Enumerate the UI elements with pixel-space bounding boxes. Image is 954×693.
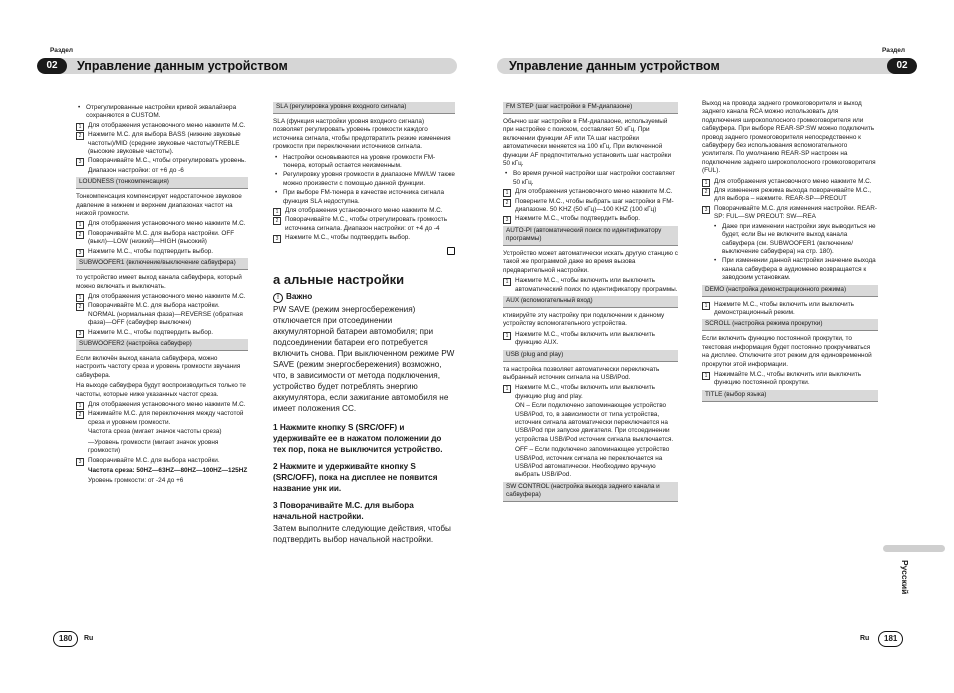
step-item: 2 Поворачивайте M.C., чтобы отрегулировать громкость источника сигнала. Диапазон настройки: от +4 до -4	[273, 216, 455, 233]
column-2	[273, 100, 455, 545]
page-number-right: 181	[878, 631, 903, 647]
paragraph: Обычно шаг настройки в FM-диапазоне, используемый при настройке с поиском, составляет 50 кГц. При включении функции AF или TA шаг настройки автоматически меняется на 100 кГц. При включенной функции AF предпочтительно установить шаг настройки 50 кГц.	[503, 118, 672, 168]
list-item: • При изменении данной настройки значение выхода канала сабвуфера в аудиоменю возвращается к заводским установкам.	[712, 257, 878, 282]
column-1	[76, 104, 248, 488]
section-heading-swcontrol: SW CONTROL (настройка выхода заднего канала и сабвуфера)	[503, 482, 678, 502]
initial-settings-heading: а альные настройки	[273, 272, 405, 288]
step-item: 1 Для отображения установочного меню нажмите M.C.	[273, 207, 455, 215]
step-item: 3 Нажмите M.C., чтобы подтвердить выбор.	[503, 215, 678, 223]
column-3	[503, 100, 678, 506]
chapter-title: Управление данным устройством	[509, 59, 720, 73]
language-label: Русский	[900, 560, 910, 595]
step-item: 1 Нажимайте M.C., чтобы включить или выключить функцию постоянной прокрутки.	[702, 371, 878, 388]
list-item: • Отрегулированные настройки кривой эквалайзера сохраняются в CUSTOM.	[76, 104, 248, 121]
paragraph: Если включить функцию постоянной прокрутки, то текстовая информация будет постоянно прокручиваться на дисплее. Отключите этот режим для единовременной прокрутки этой информации.	[702, 335, 872, 368]
section-heading-subwoofer1: SUBWOOFER1 (включение/выключение сабвуфера)	[76, 258, 248, 270]
freq-options: Частота среза: 50HZ—63HZ—80HZ—100HZ—125HZ	[88, 466, 248, 474]
initial-step-2: 2 Нажмите и удерживайте кнопку S (SRC/OFF), пока на дисплее не появится название унк ии.	[273, 461, 438, 493]
range-text: Уровень громкости: от -24 до +6	[88, 477, 184, 485]
section-heading-aux: AUX (вспомогательный вход)	[503, 296, 678, 308]
section-heading-fmstep: FM STEP (шаг настройки в FM-диапазоне)	[503, 102, 678, 114]
page-number-left: 180	[53, 631, 78, 647]
usb-off-text: OFF – Если подключено запоминающее устройство USB/iPod, источник сигнала не переключается на USB/iPod автоматически. Необходимо вручную выбрать USB/iPod.	[515, 446, 670, 479]
section-heading-demo: DEMO (настройка демонстрационного режима)	[702, 285, 878, 297]
step-item: 3 Поворачивайте M.C. для выбора настройки.	[76, 457, 248, 465]
note-text: —Уровень громкости (мигает значок уровня громкости)	[88, 438, 219, 454]
initial-step-1: 1 Нажмите кнопку S (SRC/OFF) и удерживайте ее в нажатом положении до тех пор, пока не выключится устройство.	[273, 422, 443, 454]
usb-on-text: ON – Если подключено запоминающее устройство USB/iPod, то, в зависимости от типа устройства, источник сигнала автоматически переключается на USB/iPod при запуске двигателя. При отсоединении устройства USB/iPod источник сигнала выключается.	[515, 402, 674, 443]
step-item: 3 Поворачивайте M.C., чтобы отрегулировать уровень.	[76, 157, 248, 165]
step-item: 1 Нажмите M.C., чтобы включить или выключить функцию plug and play.	[503, 384, 678, 401]
step-item: 1 Нажмите M.C., чтобы включить или выключить демонстрационный режим.	[702, 301, 878, 318]
important-text: PW SAVE (режим энергосбережения) отключается при отсоединении аккумуляторной батареи автомобиля; при подсоединении батареи его потребуется включить снова. При выключенном режиме PW SAVE (режим энергосбережения) возможно, что, в зависимости от метода подключения, устройство будет потреблять энергию аккумулятора, если зажигание автомобиля не имеет положения СС.	[273, 304, 455, 413]
step-item: 3 Нажмите M.C., чтобы подтвердить выбор.	[76, 248, 248, 256]
paragraph: Тонкомпенсация компенсирует недостаточное звуковое давление в нижнем и верхнем диапазонах частот на низкой громкости.	[76, 193, 242, 218]
important-label: Важно	[286, 291, 313, 301]
initial-step-3: 3 Поворачивайте M.C. для выбора начальной настройки.	[273, 500, 414, 521]
chapter-header-left	[37, 58, 457, 74]
section-heading-title: TITLE (выбор языка)	[702, 390, 878, 402]
section-label: Раздел	[882, 47, 906, 54]
step-item: 1 Нажмите M.C., чтобы включить или выключить автоматический поиск по идентификатору программы.	[503, 277, 678, 294]
step-item: 2 Нажмите M.C. для выбора BASS (нижние звуковые частоты)/MID (средние звуковые частоты)/TREBLE (высокие звуковые частоты).	[76, 131, 248, 156]
chapter-number: 02	[887, 58, 917, 74]
step-item: 2 Поверните M.C., чтобы выбрать шаг настройки в FM-диапазоне. 50 KHZ (50 кГц)—100 KHZ (100 кГц)	[503, 198, 678, 215]
step-item: 1 Для отображения установочного меню нажмите M.C.	[702, 178, 878, 186]
step-item: 1 Для отображения установочного меню нажмите M.C.	[76, 220, 248, 228]
chapter-header-right	[497, 58, 917, 74]
lang-code-right: Ru	[860, 635, 870, 642]
section-label: Раздел	[50, 47, 74, 54]
step-item: 3 Поворачивайте M.C. для изменения настройки. REAR-SP: FUL—SW PREOUT: SW—REA	[702, 205, 878, 222]
section-heading-autopi: AUTO-PI (автоматический поиск по идентификатору программы)	[503, 226, 678, 246]
step-item: 2 Нажимайте M.C. для переключения между частотой среза и уровнем громкости.	[76, 410, 248, 427]
step-item: 1 Нажмите M.C., чтобы включить или выключить функцию AUX.	[503, 331, 678, 348]
step-item: 1 Для отображения установочного меню нажмите M.C.	[76, 293, 248, 301]
paragraph: Устройство может автоматически искать другую станцию с такой же программой даже во время вызова предварительной настройки.	[503, 249, 678, 274]
step-item: 2 Поворачивайте M.C. для выбора настройки. NORMAL (нормальная фаза)—REVERSE (обратная фаза)—OFF (сабвуфер выключен)	[76, 302, 248, 327]
lang-code-left: Ru	[84, 635, 94, 642]
paragraph: На выходе сабвуфера будут воспроизводиться только те частоты, которые ниже указанных частот среза.	[76, 382, 246, 398]
paragraph: Если включён выход канала сабвуфера, можно настроить частоту среза и уровень громкости звучания сабвуфера.	[76, 354, 241, 379]
important-icon: !	[273, 293, 283, 303]
step-item: 2 Поворачивайте M.C. для выбора настройки. OFF (выкл)—LOW (низкий)—HIGH (высокий)	[76, 230, 248, 247]
paragraph: та настройка позволяет автоматически переключать выбранный источник сигнала на USB/iPod.	[503, 365, 660, 381]
paragraph: Выход на провода заднего громкоговорителя и выход заднего канала RCA можно использовать для подключения широкополосного громкоговорителя или сабвуфера. При выборе REAR-SP:SW можно подключить провод заднего громкоговорителя непосредственно к сабвуферу без использования вспомогательного усилителя. По умолчанию REAR-SP настроен на подключение заднего широкополосного громкоговорителя (FUL).	[702, 100, 876, 175]
list-item: • При выборе FM-тюнера в качестве источника сигнала функция SLA недоступна.	[273, 189, 455, 206]
column-4	[702, 100, 878, 406]
list-item: • Во время ручной настройки шаг настройки составляет 50 кГц.	[503, 170, 678, 187]
list-item: • Регулировку уровня громкости в диапазоне MW/LW также можно произвести с помощью данной функции.	[273, 171, 455, 188]
step-item: 3 Нажмите M.C., чтобы подтвердить выбор.	[273, 234, 455, 242]
step-item: 1 Для отображения установочного меню нажмите M.C.	[76, 401, 248, 409]
section-heading-loudness: LOUDNESS (тонкомпенсация)	[76, 177, 248, 189]
paragraph: то устройство имеет выход канала сабвуфера, который можно включать и выключать.	[76, 274, 242, 290]
step-item: 1 Для отображения установочного меню нажмите M.C.	[503, 188, 678, 196]
section-heading-subwoofer2: SUBWOOFER2 (настройка сабвуфер)	[76, 339, 248, 351]
list-item: • Даже при изменении настройки звук выводиться не будет, если Вы не включите выход канала сабвуфера (см. SUBWOOFER1 (включение/выключение сабвуфера) на стр. 180).	[712, 223, 878, 257]
section-heading-usb: USB (plug and play)	[503, 350, 678, 362]
range-text: Диапазон настройки: от +6 до -6	[88, 166, 184, 174]
list-item: • Настройки основываются на уровне громкости FM-тюнера, который остается неизменным.	[273, 154, 455, 171]
chapter-number: 02	[37, 58, 67, 74]
note-text: Частота среза (мигает значок частоты среза)	[88, 428, 222, 436]
step-item: 3 Нажмите M.C., чтобы подтвердить выбор.	[76, 329, 248, 337]
chapter-title: Управление данным устройством	[77, 59, 288, 73]
section-heading-sla: SLA (регулировка уровня входного сигнала)	[273, 102, 455, 114]
step-item: 2 Для изменения режима выхода поворачивайте M.C., для выбора – нажмите. REAR-SP—PREOUT	[702, 187, 878, 204]
section-heading-scroll: SCROLL (настройка режима прокрутки)	[702, 319, 878, 331]
paragraph: Затем выполните следующие действия, чтобы подтвердить выбор начальной настройки.	[273, 523, 451, 544]
language-tab	[883, 545, 945, 552]
end-mark-icon	[447, 247, 455, 255]
paragraph: ктивируйте эту настройку при подключении к данному устройству вспомогательного устройства.	[503, 311, 665, 328]
step-item: 1 Для отображения установочного меню нажмите M.C.	[76, 122, 248, 130]
paragraph: SLA (функция настройки уровня входного сигнала) позволяет регулировать уровень громкости каждого источника сигнала, чтобы предотвратить резкие изменения громкости при переключении источников сигнала.	[273, 118, 451, 151]
